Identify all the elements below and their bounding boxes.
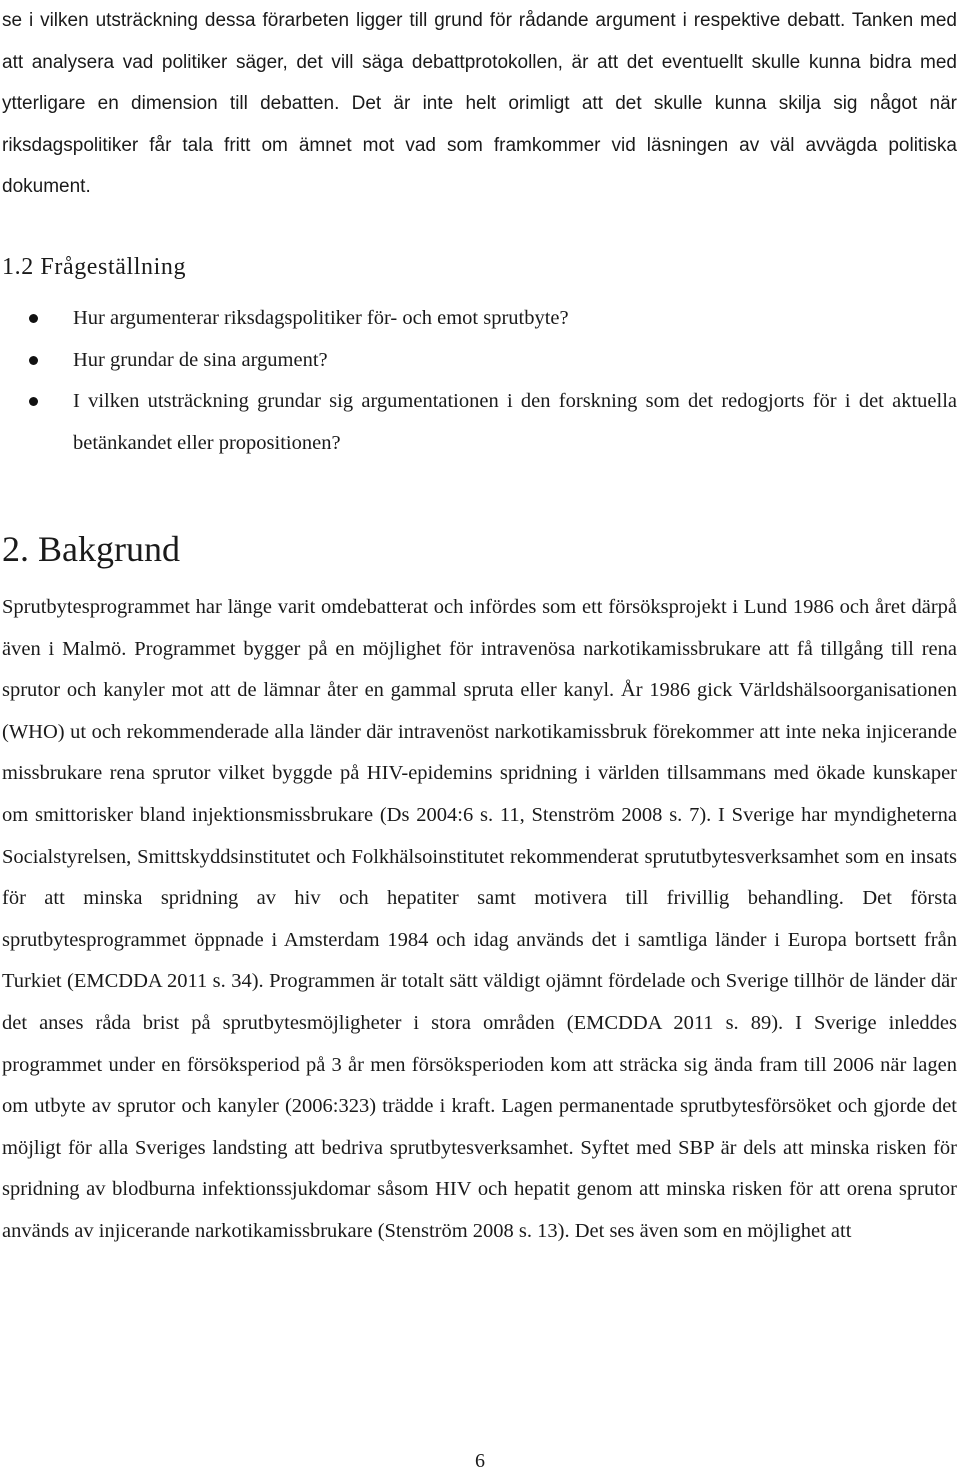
list-item bbox=[0, 381, 957, 464]
list-item-text: I vilken utsträckning grundar sig argumentationen i den forskning som det redogjorts för i det aktuella betänkandet eller propositionen? bbox=[73, 390, 957, 454]
list-item bbox=[0, 340, 957, 382]
list-item bbox=[0, 298, 957, 340]
bullet-icon bbox=[29, 314, 38, 323]
page-number: 6 bbox=[475, 1450, 485, 1472]
bullet-icon bbox=[29, 397, 38, 406]
section-heading-bakgrund: 2. Bakgrund bbox=[2, 529, 180, 569]
bullet-icon bbox=[29, 356, 38, 365]
list-item-text: Hur argumenterar riksdagspolitiker för- och emot sprutbyte? bbox=[73, 307, 569, 329]
intro-paragraph: se i vilken utsträckning dessa förarbeten ligger till grund för rådande argument i respektive debatt. Tanken med att analysera vad politiker säger, det vill säga debattprotokollen, är att det eventuellt skulle kunna bidra med ytterligare en dimension till debatten. Det är inte helt orimligt att det skulle kunna skilja sig något när riksdagspolitiker får tala fritt om ämnet mot vad som framkommer vid läsningen av väl avvägda politiska dokument. bbox=[2, 10, 957, 197]
section-heading-fragestallning: 1.2 Frågeställning bbox=[2, 254, 187, 280]
bakgrund-paragraph: Sprutbytesprogrammet har länge varit omdebatterat och infördes som ett försöksprojekt i Lund 1986 och året därpå även i Malmö. Programmet bygger på en möjlighet för intravenösa narkotikamissbrukare att få tillgång till rena sprutor och kanyler mot att de lämnar åter en gammal spruta eller kanyl. År 1986 gick Världshälsoorganisationen (WHO) ut och rekommenderade alla länder där intravenöst narkotikamissbruk förekommer att inte neka injicerande missbrukare rena sprutor vilket byggde på HIV-epidemins spridning i världen tillsammans med ökade kunskaper om smittorisker bland injektionsmissbrukare (Ds 2004:6 s. 11, Stenström 2008 s. 7). I Sverige har myndigheterna Socialstyrelsen, Smittskyddsinstitutet och Folkhälsoinstitutet rekommenderat sprututbytesverksamhet som en insats för att minska spridning av hiv och hepatiter samt motivera till frivillig behandling. Det första sprutbytesprogrammet öppnade i Amsterdam 1984 och idag används det i samtliga länder i Europa bortsett från Turkiet (EMCDDA 2011 s. 34). Programmen är totalt sätt väldigt ojämnt fördelade och Sverige tillhör de länder där det anses råda brist på sprutbytesmöjligheter i stora områden (EMCDDA 2011 s. 89). I Sverige inleddes programmet under en försöksperiod på 3 år men försöksperioden kom att sträcka sig ända fram till 2006 när lagen om utbyte av sprutor och kanyler (2006:323) trädde i kraft. Lagen permanentade sprutbytesförsöket och gjorde det möjligt för alla Sveriges landsting att bedriva sprutbytesverksamhet. Syftet med SBP är dels att minska risken för spridning av blodburna infektionssjukdomar såsom HIV och hepatit genom att minska risken för att orena sprutor används av injicerande narkotikamissbrukare (Stenström 2008 s. 13). Det ses även som en möjlighet att bbox=[2, 596, 957, 1242]
research-questions-list bbox=[0, 298, 957, 464]
list-item-text: Hur grundar de sina argument? bbox=[73, 348, 328, 371]
